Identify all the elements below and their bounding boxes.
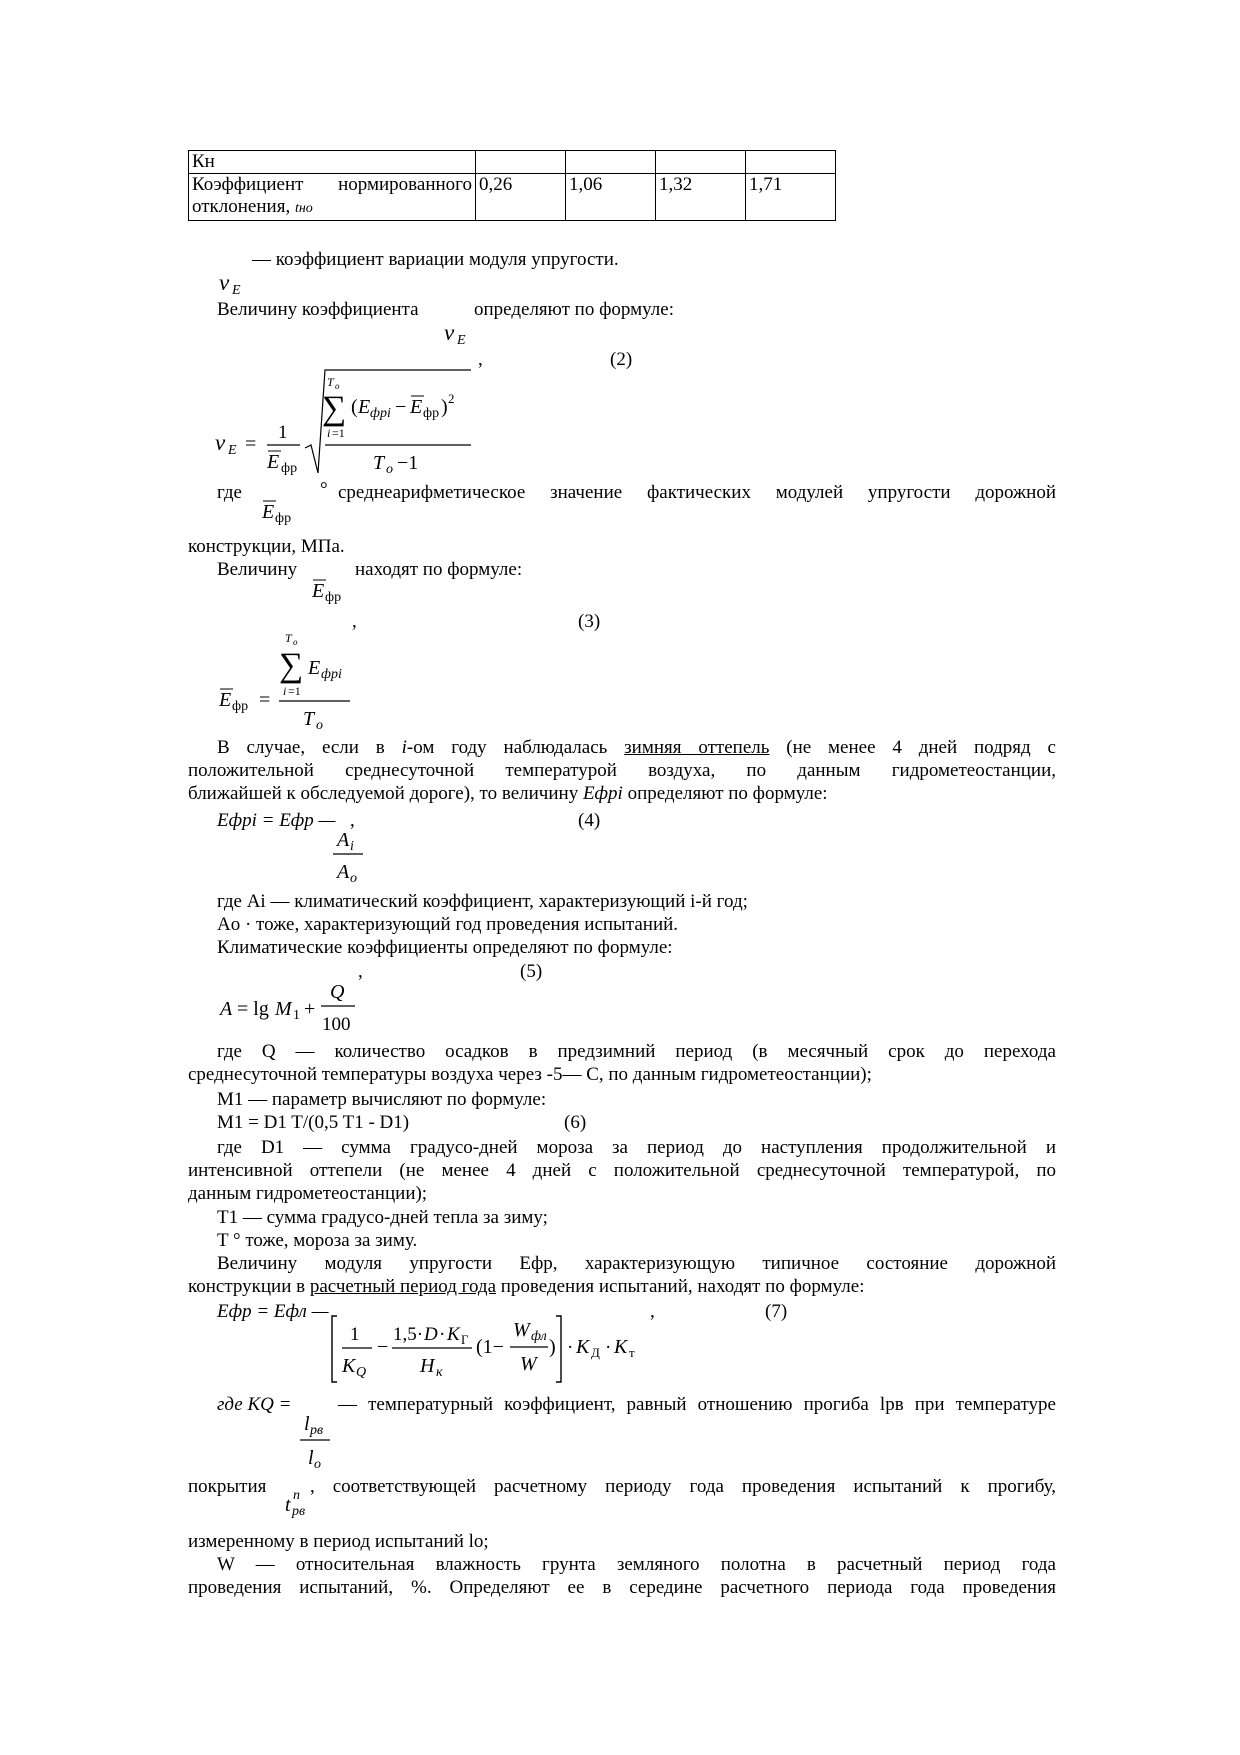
text-line: , соответствующей расчетному периоду года проведения испытаний к прогибу, xyxy=(310,1476,1056,1497)
text-line: положительной среднесуточной температурой воздуха, по данным гидрометеостанции, xyxy=(188,760,1056,781)
svg-text:−: − xyxy=(377,1336,389,1358)
formula-4-fraction xyxy=(325,826,375,886)
table-cell xyxy=(656,151,746,174)
svg-text:·: · xyxy=(439,1324,446,1345)
svg-text:1: 1 xyxy=(293,1008,300,1023)
text-span: В случае, если в xyxy=(217,737,402,758)
text-line: интенсивной оттепели (не менее 4 дней с положительной среднесуточной температурой, по xyxy=(188,1160,1056,1181)
text-line: Ao · тоже, характеризующий год проведения испытаний. xyxy=(217,914,679,935)
text-line: где Ai — климатический коэффициент, характеризующий i-й год; xyxy=(217,891,748,912)
formula-number: (2) xyxy=(610,349,633,370)
link-raschetnyy-period[interactable]: расчетный период года xyxy=(309,1276,496,1297)
svg-text:·: · xyxy=(605,1337,612,1358)
svg-text:фрi: фрi xyxy=(370,406,391,421)
text-line: определяют по формуле: xyxy=(474,299,674,320)
formula-5 xyxy=(215,978,365,1038)
coefficient-table xyxy=(188,150,836,221)
svg-text:1: 1 xyxy=(278,422,288,443)
svg-text:−: − xyxy=(395,396,407,418)
svg-text:E: E xyxy=(228,443,237,458)
svg-text:A: A xyxy=(220,998,233,1020)
svg-text:i: i xyxy=(283,684,287,698)
svg-text:фр: фр xyxy=(423,406,440,421)
formula-3 xyxy=(215,630,375,730)
formula-comma: , xyxy=(350,810,355,831)
formula-comma: , xyxy=(358,961,363,982)
svg-text:Г: Г xyxy=(461,1332,469,1347)
svg-text:=1: =1 xyxy=(288,684,301,698)
text-line xyxy=(188,736,1056,759)
table-cell: 1,71 xyxy=(746,174,836,221)
text-line: находят по формуле: xyxy=(355,559,523,580)
formula-KQ-fraction xyxy=(296,1408,336,1473)
table-cell xyxy=(746,151,836,174)
text-span: проведения испытаний, находят по формуле: xyxy=(496,1276,865,1297)
text-line: T ° тоже, мороза за зиму. xyxy=(217,1230,418,1251)
text-span: i xyxy=(401,737,407,758)
svg-text:t: t xyxy=(285,1494,291,1516)
text-line: — температурный коэффициент, равный отношению прогиба lрв при температуре xyxy=(338,1394,1056,1415)
formula-vE xyxy=(440,318,480,348)
svg-text:=: = xyxy=(259,689,271,711)
table-cell xyxy=(476,151,566,174)
formula-comma: , xyxy=(650,1301,655,1322)
formula-number: (4) xyxy=(578,810,601,831)
formula-vE xyxy=(215,268,255,298)
text-line: конструкции, МПа. xyxy=(188,536,345,557)
text-span: -ом году наблюдалась xyxy=(406,737,625,758)
formula-number: (7) xyxy=(765,1301,788,1322)
svg-text:M: M xyxy=(275,998,292,1020)
svg-text:A: A xyxy=(337,829,350,851)
formula-comma: , xyxy=(478,349,483,370)
svg-text:фр: фр xyxy=(275,511,292,526)
text-line: Климатические коэффициенты определяют по формуле: xyxy=(217,937,673,958)
svg-text:o: o xyxy=(386,462,393,477)
table-row xyxy=(189,174,836,221)
svg-text:T: T xyxy=(373,452,385,474)
svg-text:o: o xyxy=(350,871,357,886)
svg-text:E: E xyxy=(262,501,275,523)
text-line: проведения испытаний, %. Определяют ее в середине расчетного периода года проведения xyxy=(188,1577,1056,1598)
svg-text:A: A xyxy=(337,861,350,883)
text-line: M1 = D1 T/(0,5 T1 - D1) xyxy=(217,1112,410,1133)
text-span: Eфрi xyxy=(582,783,623,804)
svg-text:к: к xyxy=(436,1365,443,1380)
row-label-symbol: tно xyxy=(294,201,313,216)
svg-text:2: 2 xyxy=(448,391,455,406)
table-cell: 1,06 xyxy=(566,174,656,221)
svg-text:1: 1 xyxy=(350,1324,360,1345)
formula-number: (6) xyxy=(564,1112,587,1133)
svg-text:·: · xyxy=(567,1337,574,1358)
svg-text:o: o xyxy=(314,1457,321,1472)
svg-text:i: i xyxy=(350,839,354,854)
svg-text:ν: ν xyxy=(219,270,230,295)
svg-text:E: E xyxy=(457,333,466,348)
svg-text:фрi: фрi xyxy=(321,667,342,682)
text-span: определяют по формуле: xyxy=(622,783,828,804)
text-line xyxy=(188,782,1056,805)
svg-text:): ) xyxy=(549,1336,556,1358)
svg-text:): ) xyxy=(441,396,448,418)
text-line: Eфрi = Eфр — xyxy=(217,810,336,831)
svg-text:−1: −1 xyxy=(397,452,419,474)
svg-text:=: = xyxy=(245,433,257,455)
formula-t-pv xyxy=(280,1486,320,1520)
formula-Efr xyxy=(258,496,308,528)
svg-text:l: l xyxy=(304,1413,310,1435)
text-line: где xyxy=(217,482,242,503)
formula-Efr xyxy=(308,575,358,607)
svg-text:1,5·: 1,5· xyxy=(393,1324,424,1345)
text-line: покрытия xyxy=(188,1476,267,1497)
svg-text:фр: фр xyxy=(232,699,249,714)
text-line xyxy=(188,1275,1056,1298)
svg-text:i: i xyxy=(327,426,331,440)
text-line: W — относительная влажность грунта земляного полотна в расчетный период года xyxy=(217,1554,1056,1575)
svg-text:n: n xyxy=(293,1488,300,1503)
svg-text:T: T xyxy=(327,375,334,389)
svg-text:E: E xyxy=(267,451,280,473)
text-line: M1 — параметр вычисляют по формуле: xyxy=(217,1089,547,1110)
text-line: среднеарифметическое значение фактических модулей упругости дорожной xyxy=(338,482,1056,503)
svg-text:Q: Q xyxy=(356,1365,367,1380)
text-line: ° xyxy=(320,479,328,500)
svg-text:т: т xyxy=(629,1345,635,1360)
text-line: где Q — количество осадков в предзимний период (в месячный срок до перехода xyxy=(217,1041,1056,1062)
svg-text:100: 100 xyxy=(322,1014,351,1035)
svg-text:рв: рв xyxy=(310,1423,324,1438)
formula-2 xyxy=(215,365,485,480)
table-cell: 1,32 xyxy=(656,174,746,221)
svg-text:T: T xyxy=(303,708,315,730)
svg-text:E: E xyxy=(308,657,321,679)
svg-text:W: W xyxy=(513,1319,530,1341)
text-span: ближайшей к обследуемой дороге), то величину xyxy=(188,783,583,804)
text-span: конструкции в xyxy=(188,1276,310,1297)
svg-text:K: K xyxy=(614,1336,628,1358)
svg-text:o: o xyxy=(335,381,340,391)
svg-text:l: l xyxy=(308,1447,314,1469)
svg-text:K: K xyxy=(576,1336,590,1358)
svg-text:K: K xyxy=(447,1324,460,1345)
link-zimnyaya-ottepel[interactable]: зимняя оттепель xyxy=(624,737,770,758)
text-line: — коэффициент вариации модуля упругости. xyxy=(252,249,619,270)
text-line: среднесуточной температуры воздуха через -5— С, по данным гидрометеостанции); xyxy=(188,1064,872,1085)
svg-text:Д: Д xyxy=(591,1345,600,1360)
svg-text:D: D xyxy=(424,1324,438,1345)
svg-text:ν: ν xyxy=(215,430,226,455)
svg-text:E: E xyxy=(410,396,423,418)
svg-text:=1: =1 xyxy=(332,426,345,440)
svg-text:фл: фл xyxy=(531,1329,547,1344)
svg-text:E: E xyxy=(312,580,325,602)
text-line: Eфр = Eфл — xyxy=(217,1301,329,1322)
svg-text:= lg: = lg xyxy=(237,998,269,1020)
svg-text:E: E xyxy=(358,396,371,418)
text-span: (не менее 4 дней подряд с xyxy=(769,737,1056,758)
table-cell xyxy=(189,174,476,221)
svg-text:фр: фр xyxy=(325,590,342,605)
svg-text:Q: Q xyxy=(330,981,345,1003)
text-line: измеренному в период испытаний lo; xyxy=(188,1531,489,1552)
svg-text:рв: рв xyxy=(292,1504,306,1519)
formula-number: (3) xyxy=(578,611,601,632)
svg-text:∑: ∑ xyxy=(279,647,304,684)
text-line: где D1 — сумма градусо-дней мороза за период до наступления продолжительной и xyxy=(217,1137,1056,1158)
svg-text:(1−: (1− xyxy=(476,1336,504,1358)
svg-text:W: W xyxy=(520,1353,537,1375)
table-cell: 0,26 xyxy=(476,174,566,221)
formula-7 xyxy=(320,1312,650,1387)
text-line: Величину xyxy=(217,559,298,580)
svg-text:ν: ν xyxy=(444,320,455,345)
svg-text:фр: фр xyxy=(281,461,298,476)
formula-comma: , xyxy=(352,611,357,632)
table-cell xyxy=(566,151,656,174)
text-line: T1 — сумма градусо-дней тепла за зиму; xyxy=(217,1207,548,1228)
text-line: Величину коэффициента xyxy=(217,299,419,320)
svg-text:+: + xyxy=(304,998,316,1020)
text-line: Величину модуля упругости Eфр, характеризующую типичное состояние дорожной xyxy=(217,1253,1056,1274)
svg-text:T: T xyxy=(285,631,292,645)
svg-text:E: E xyxy=(219,689,232,711)
svg-text:(: ( xyxy=(351,396,358,418)
table-cell: Кн xyxy=(189,151,476,174)
svg-text:H: H xyxy=(420,1355,435,1377)
svg-text:∑: ∑ xyxy=(322,390,347,427)
svg-text:K: K xyxy=(342,1355,356,1377)
svg-text:E: E xyxy=(232,283,241,298)
svg-text:o: o xyxy=(293,637,298,647)
text-line: данным гидрометеостанции); xyxy=(188,1183,428,1204)
text-line: где KQ = xyxy=(217,1394,292,1415)
table-row xyxy=(189,151,836,174)
formula-number: (5) xyxy=(520,961,543,982)
svg-text:o: o xyxy=(316,718,323,730)
row-label: Коэффициент нормированного отклонения, xyxy=(192,174,472,217)
